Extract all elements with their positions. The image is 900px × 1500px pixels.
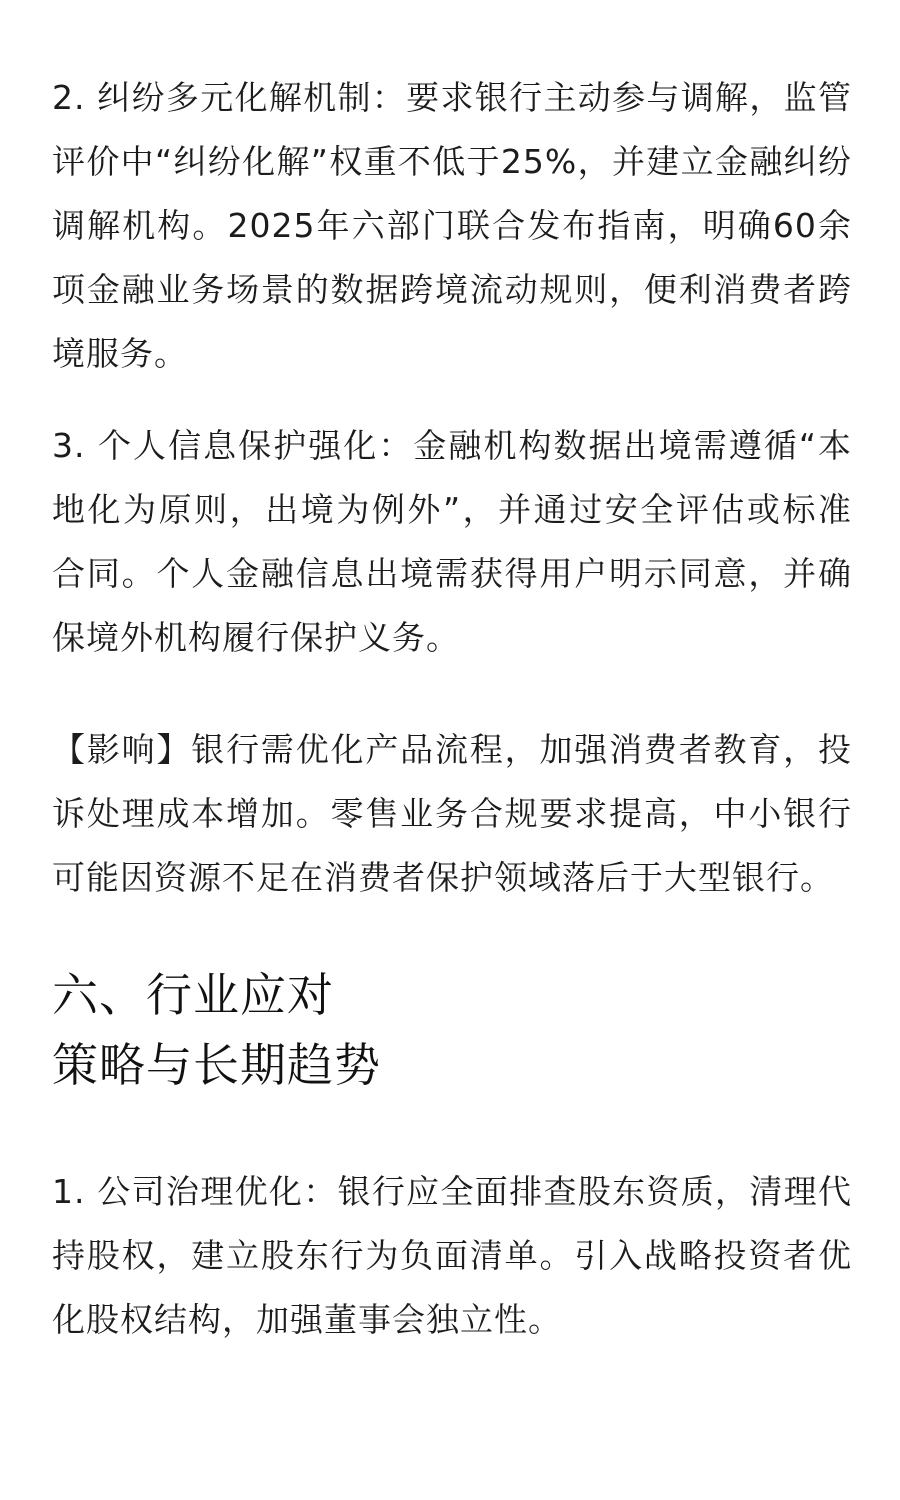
article-body <box>52 66 852 1352</box>
paragraph-dispute-resolution: 2. 纠纷多元化解机制：要求银行主动参与调解，监管评价中“纠纷化解”权重不低于25%，并建立金融纠纷调解机构。2025年六部门联合发布指南，明确60余项金融业务场景的数据跨境流动规则，便利消费者跨境服务。 <box>52 78 852 373</box>
paragraph-corporate-governance: 1. 公司治理优化：银行应全面排查股东资质，清理代持股权，建立股东行为负面清单。引入战略投资者优化股权结构，加强董事会独立性。 <box>52 1172 852 1339</box>
section-heading-line-1: 六、行业应对 <box>52 968 334 1022</box>
paragraph-personal-info-protection: 3. 个人信息保护强化：金融机构数据出境需遵循“本地化为原则，出境为例外”，并通过安全评估或标准合同。个人金融信息出境需获得用户明示同意，并确保境外机构履行保护义务。 <box>52 426 852 657</box>
paragraph-impact: 【影响】银行需优化产品流程，加强消费者教育，投诉处理成本增加。零售业务合规要求提高，中小银行可能因资源不足在消费者保护领域落后于大型银行。 <box>52 730 852 897</box>
section-heading-line-2: 策略与长期趋势 <box>52 1038 381 1092</box>
section-heading <box>52 960 852 1100</box>
